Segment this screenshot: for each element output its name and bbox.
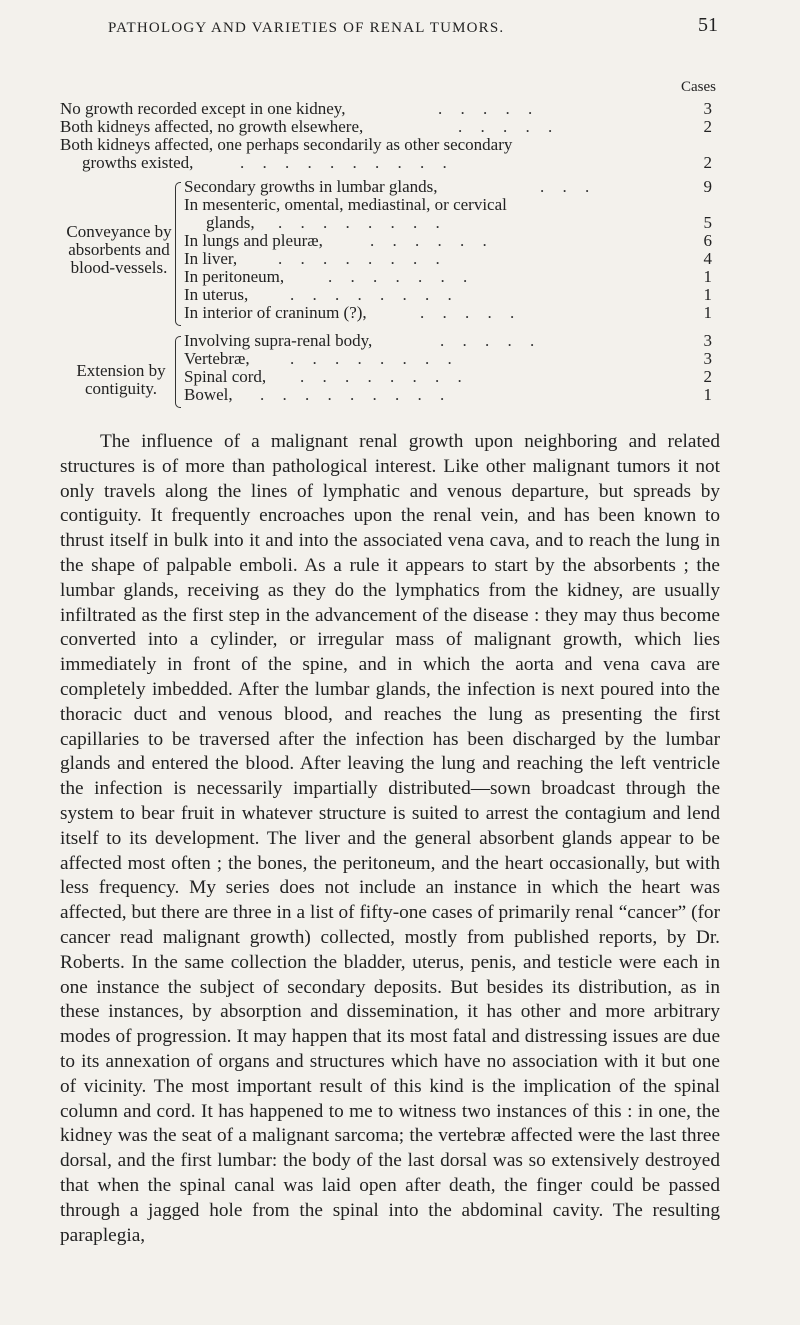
paragraph: The influence of a malignant renal growth upon neighboring and related structures is of more than pathological interest. Like other malignant tumors it not only travels along the lines of lymphatic and venous departure, but spreads by contiguity. It frequently encroaches upon the renal vein, and has been known to thrust itself in bulk into it and into the associated vena cava, and to reach the lung in the shape of palpable emboli. As a rule it appears to start by the absorbents ; the lumbar glands, receiving as they do the lymphatics from the kidney, are usually infiltrated as the first step in the advancement of the disease : they may thus become converted into a cylinder, or irregular mass of malignant growth, which lies immediately in front of the spine, and in which the aorta and vena cava are completely imbedded. After the lumbar glands, the infection is next poured into the thoracic duct and venous blood, and reaches the lung as presenting the first capillaries to be traversed after the infection has been discharged by the lumbar glands and entered the blood. After leaving the lung and reaching the left ventricle the infection is necessarily impartially distributed—sown broadcast through the system to bear fruit in whatever structure is suited to arrest the contagium and lend itself to its development. The liver and the general absorbent glands appear to be affected most often ; the bones, the peritoneum, and the heart occasionally, but with less frequency. My series does not include an instance in which the heart was affected, but there are three in a list of fifty-one cases of primarily renal “cancer” (for cancer read malignant growth) collected, mostly from published reports, by Dr. Roberts. In the same collection the bladder, uterus, penis, and testicle were each in one instance the subject of secondary deposits. But besides its distribution, as in these instances, by absorption and dissemination, it has other and more arbitrary modes of progression. It may happen that its most fatal and distressing issues are due to its annexation of organs and structures which have no association with it but one of vicinity. The most important result of this kind is the implication of the spinal column and cord. It has happened to me to witness two instances of this : in one, the kidney was the seat of a malignant sarcoma; the vertebræ affected were the last three dorsal, and the first lumbar: the body of the last dorsal was so extensively destroyed that when the spinal canal was laid open after death, the finger could be passed through a jagged hole from the spinal into the abdominal cavity. The resulting paraplegia, bbox=[60, 431, 720, 1246]
row-label: Spinal cord, bbox=[184, 367, 267, 386]
dot-leaders: . . . . . . bbox=[370, 232, 494, 250]
running-head bbox=[0, 10, 800, 40]
row-label: Both kidneys affected, no growth elsewhere, bbox=[60, 117, 364, 136]
row-value: 5 bbox=[703, 213, 712, 232]
dot-leaders: . . . . . bbox=[458, 118, 560, 136]
row-value: 9 bbox=[703, 177, 712, 196]
table-row bbox=[60, 118, 720, 136]
table-row bbox=[60, 332, 720, 350]
table-row bbox=[60, 196, 720, 214]
row-label: In peritoneum, bbox=[184, 267, 285, 286]
table-row bbox=[60, 232, 720, 250]
row-value: 1 bbox=[703, 285, 712, 304]
row-label: In lungs and pleuræ, bbox=[184, 231, 323, 250]
row-value: 2 bbox=[703, 117, 712, 136]
row-value: 3 bbox=[703, 331, 712, 350]
dot-leaders: . . . . . . . bbox=[328, 268, 475, 286]
table-row bbox=[60, 350, 720, 368]
table-row bbox=[60, 386, 720, 404]
table-row bbox=[60, 214, 720, 232]
row-label: In uterus, bbox=[184, 285, 249, 304]
dot-leaders: . . . . . bbox=[438, 100, 540, 118]
dot-leaders: . . . . . bbox=[420, 304, 522, 322]
row-label: In mesenteric, omental, mediastinal, or cervical bbox=[184, 195, 507, 214]
page-number: 51 bbox=[698, 14, 718, 36]
dot-leaders: . . . . . . . . . bbox=[260, 386, 452, 404]
row-value: 4 bbox=[703, 249, 712, 268]
dot-leaders: . . . bbox=[540, 178, 597, 196]
dot-leaders: . . . . . . . . . . bbox=[240, 154, 454, 172]
row-label: No growth recorded except in one kidney, bbox=[60, 99, 346, 118]
row-label: Secondary growths in lumbar glands, bbox=[184, 177, 438, 196]
dot-leaders: . . . . . . . . bbox=[278, 250, 447, 268]
dot-leaders: . . . . . . . . bbox=[300, 368, 469, 386]
row-value: 3 bbox=[703, 99, 712, 118]
row-label: Vertebræ, bbox=[184, 349, 250, 368]
table-row bbox=[60, 100, 720, 118]
table-row bbox=[60, 250, 720, 268]
row-value: 6 bbox=[703, 231, 712, 250]
dot-leaders: . . . . . . . . bbox=[290, 286, 459, 304]
row-label: Bowel, bbox=[184, 385, 233, 404]
row-value: 2 bbox=[703, 153, 712, 172]
row-label: In interior of craninum (?), bbox=[184, 303, 367, 322]
row-value: 1 bbox=[703, 303, 712, 322]
row-label: Both kidneys affected, one perhaps secondarily as other secondary bbox=[60, 135, 513, 154]
running-title: PATHOLOGY AND VARIETIES OF RENAL TUMORS. bbox=[108, 20, 505, 36]
group-label-contiguity: Extension by contiguity. bbox=[76, 361, 166, 398]
dot-leaders: . . . . . bbox=[440, 332, 542, 350]
row-label: In liver, bbox=[184, 249, 238, 268]
row-value: 3 bbox=[703, 349, 712, 368]
row-value: 2 bbox=[703, 367, 712, 386]
table-row bbox=[60, 268, 720, 286]
table-row bbox=[60, 178, 720, 196]
table-row bbox=[60, 154, 720, 172]
row-label: Involving supra-renal body, bbox=[184, 331, 373, 350]
group-label-conveyance: Conveyance by absorbents and blood-vessels. bbox=[66, 222, 172, 277]
table-row bbox=[60, 368, 720, 386]
body-text bbox=[60, 430, 720, 1248]
table-row bbox=[60, 136, 720, 154]
table-row bbox=[60, 304, 720, 322]
row-label: growths existed, bbox=[82, 153, 194, 172]
row-label: glands, bbox=[206, 213, 255, 232]
dot-leaders: . . . . . . . . bbox=[278, 214, 447, 232]
cases-heading: Cases bbox=[681, 79, 716, 95]
row-value: 1 bbox=[703, 267, 712, 286]
dot-leaders: . . . . . . . . bbox=[290, 350, 459, 368]
row-value: 1 bbox=[703, 385, 712, 404]
table-row bbox=[60, 286, 720, 304]
